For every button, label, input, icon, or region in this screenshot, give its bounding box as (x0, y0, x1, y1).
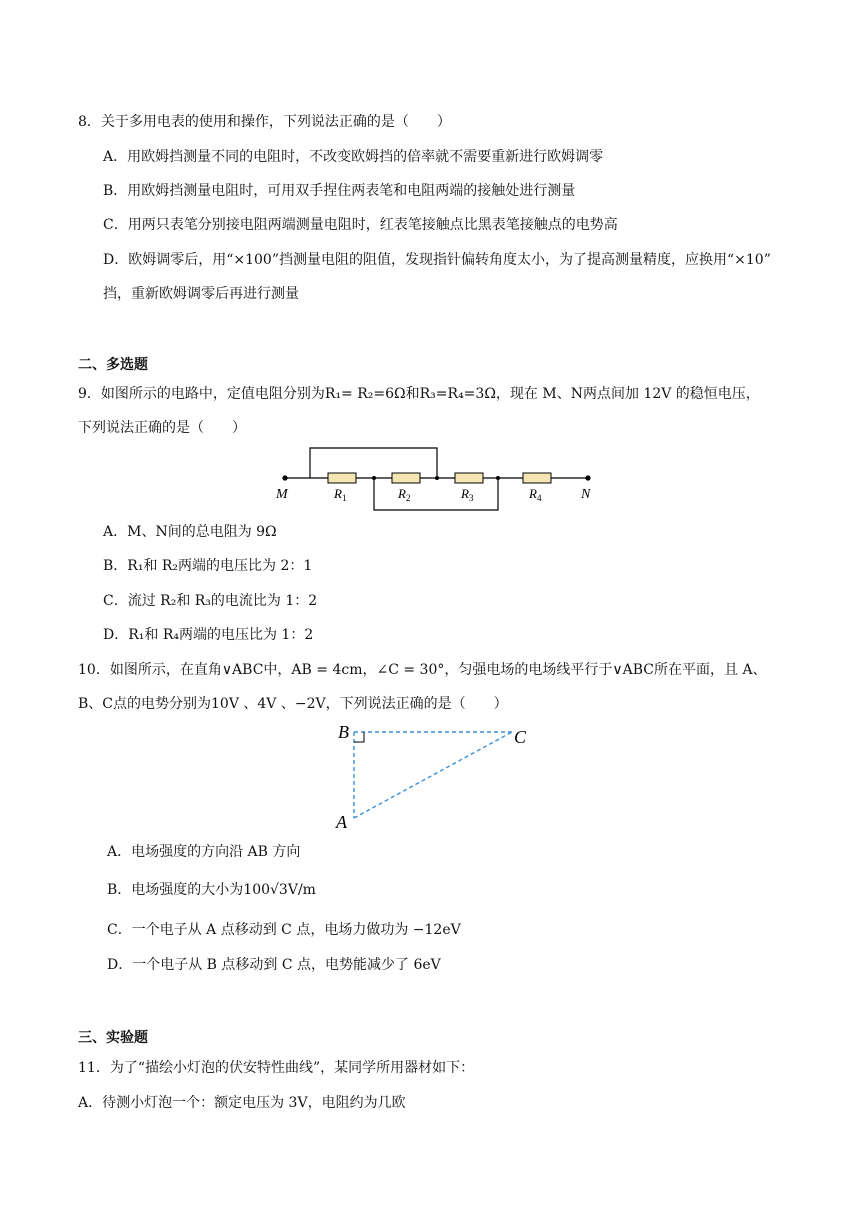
q9-circuit-diagram (270, 440, 610, 520)
resistor-r4 (523, 473, 551, 483)
section-heading-experiment: 三、实验题 (78, 1030, 148, 1046)
q10-option-d: D．一个电子从 B 点移动到 C 点，电势能减少了 6eV (107, 957, 441, 973)
label-r4: $R_4$ (529, 486, 542, 503)
resistor-r2 (392, 473, 420, 483)
label-r1: $R_1$ (334, 486, 347, 503)
q9-stem-line1: 9．如图所示的电路中，定值电阻分别为R₁= R₂=6Ω和R₃=R₄=3Ω，现在 M、N两点间加 12V 的稳恒电压， (78, 386, 760, 402)
vertex-label-b: B (338, 722, 349, 742)
label-r3: $R_3$ (461, 486, 474, 503)
triangle-side-ac (354, 732, 512, 818)
vertex-label-a: A (336, 812, 347, 832)
q8-option-a: A．用欧姆挡测量不同的电阻时，不改变欧姆挡的倍率就不需要重新进行欧姆调零 (103, 149, 604, 165)
label-n: N (581, 487, 591, 502)
q8-option-b: B．用欧姆挡测量电阻时，可用双手捏住两表笔和电阻两端的接触处进行测量 (103, 183, 576, 199)
q11-option-a: A．待测小灯泡一个：额定电压为 3V，电阻约为几欧 (78, 1095, 406, 1111)
junction-dot (435, 476, 439, 480)
q11-stem: 11．为了“描绘小灯泡的伏安特性曲线”，某同学所用器材如下： (78, 1060, 475, 1076)
q9-option-c: C．流过 R₂和 R₃的电流比为 1：2 (103, 593, 318, 609)
resistor-r3 (455, 473, 483, 483)
q9-option-a: A．M、N间的总电阻为 9Ω (103, 524, 277, 540)
q9-option-d: D．R₁和 R₄两端的电压比为 1：2 (103, 627, 314, 643)
q9-stem-line2: 下列说法正确的是（ ） (78, 420, 246, 436)
q10-triangle-diagram (330, 718, 540, 833)
q10-option-a: A．电场强度的方向沿 AB 方向 (107, 844, 301, 860)
q10-stem-line2: B、C点的电势分别为10V 、4V 、−2V，下列说法正确的是（ ） (78, 696, 508, 712)
label-r2: $R_2$ (398, 486, 411, 503)
terminal-m (282, 475, 287, 480)
q10-option-b: B．电场强度的大小为100√3V/m (107, 882, 316, 898)
q8-option-d-line2: 挡，重新欧姆调零后再进行测量 (103, 286, 299, 302)
terminal-n (585, 475, 590, 480)
label-m: M (276, 487, 288, 502)
q9-option-b: B．R₁和 R₂两端的电压比为 2：1 (103, 558, 313, 574)
q8-option-d-line1: D．欧姆调零后，用“×100”挡测量电阻的阻值，发现指针偏转角度太小，为了提高测量精度，应换用“×10” (103, 252, 771, 268)
resistor-r1 (328, 473, 356, 483)
section-heading-multiple-choice: 二、多选题 (78, 357, 148, 373)
q10-option-c: C．一个电子从 A 点移动到 C 点，电场力做功为 −12eV (107, 922, 461, 938)
junction-dot (372, 476, 376, 480)
junction-dot (496, 476, 500, 480)
q8-stem: 8．关于多用电表的使用和操作，下列说法正确的是（ ） (78, 114, 451, 130)
right-angle-mark (354, 732, 364, 742)
vertex-label-c: C (514, 727, 527, 747)
q10-stem-line1: 10．如图所示，在直角∨ABC中，AB = 4cm，∠C = 30°，匀强电场的电场线平行于∨ABC所在平面，且 A、 (78, 662, 767, 678)
q8-option-c: C．用两只表笔分别接电阻两端测量电阻时，红表笔接触点比黑表笔接触点的电势高 (103, 217, 618, 233)
